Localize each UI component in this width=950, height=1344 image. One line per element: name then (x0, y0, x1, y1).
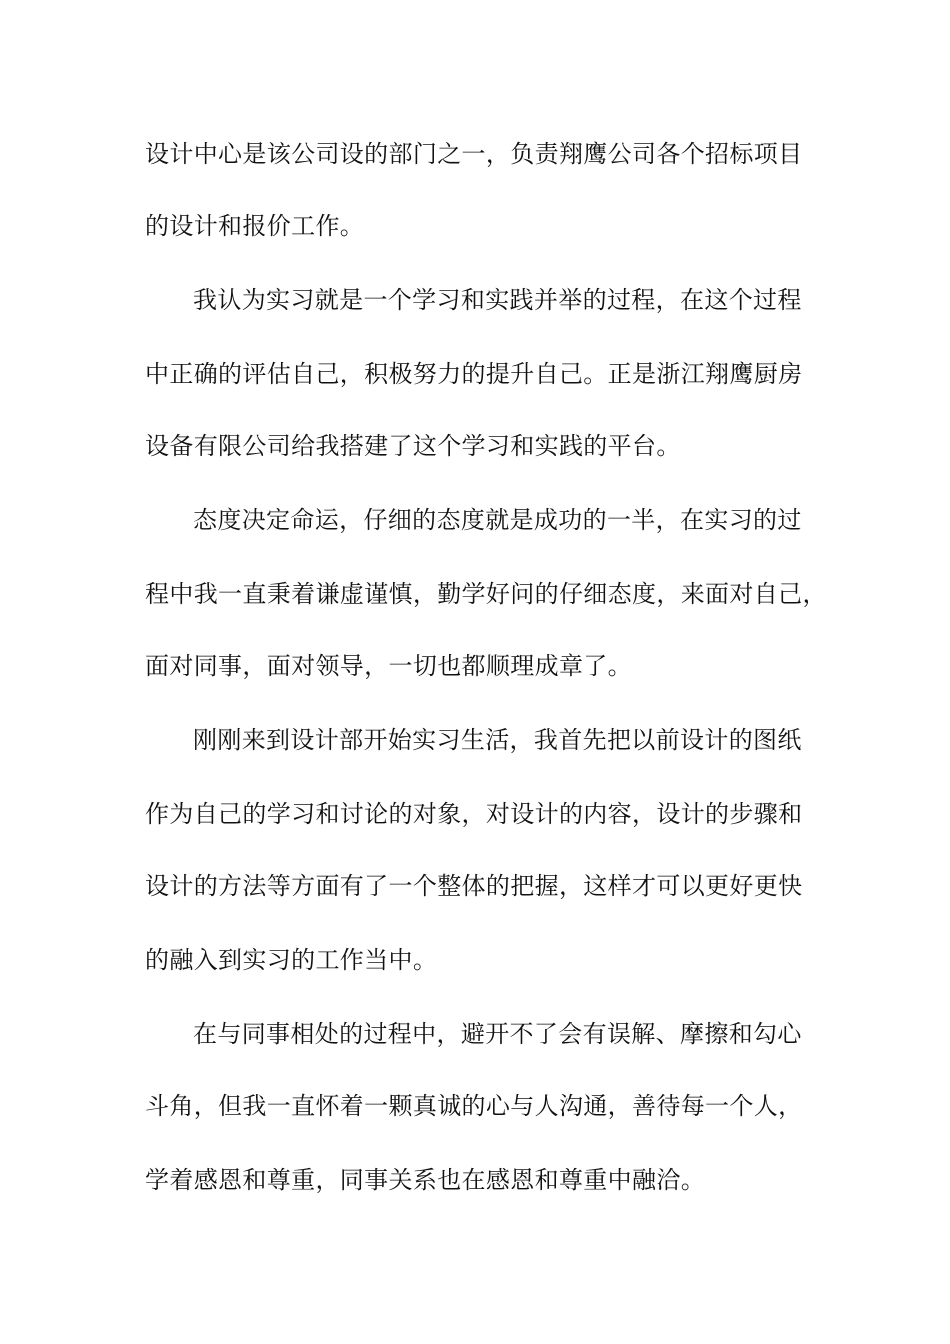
text-line-4: 中正确的评估自己，积极努力的提升自己。正是浙江翔鹰厨房 (145, 360, 803, 388)
text-line-11: 设计的方法等方面有了一个整体的把握，这样才可以更好更快 (145, 872, 803, 900)
text-line-1: 设计中心是该公司设的部门之一，负责翔鹰公司各个招标项目 (145, 140, 803, 168)
text-line-2: 的设计和报价工作。 (145, 212, 365, 240)
text-line-13: 在与同事相处的过程中，避开不了会有误解、摩擦和勾心 (193, 1020, 802, 1048)
text-line-10: 作为自己的学习和讨论的对象，对设计的内容，设计的步骤和 (145, 800, 803, 828)
text-line-3: 我认为实习就是一个学习和实践并举的过程，在这个过程 (193, 286, 802, 314)
text-line-7: 程中我一直秉着谦虚谨慎，勤学好问的仔细态度，来面对自己， (145, 580, 827, 608)
text-line-15: 学着感恩和尊重，同事关系也在感恩和尊重中融洽。 (145, 1166, 706, 1194)
text-line-8: 面对同事，面对领导，一切也都顺理成章了。 (145, 652, 632, 680)
text-line-14: 斗角，但我一直怀着一颗真诚的心与人沟通，善待每一个人， (145, 1092, 803, 1120)
text-line-12: 的融入到实习的工作当中。 (145, 946, 438, 974)
text-line-9: 刚刚来到设计部开始实习生活，我首先把以前设计的图纸 (193, 726, 802, 754)
text-line-6: 态度决定命运，仔细的态度就是成功的一半，在实习的过 (193, 506, 802, 534)
text-line-5: 设备有限公司给我搭建了这个学习和实践的平台。 (145, 432, 681, 460)
